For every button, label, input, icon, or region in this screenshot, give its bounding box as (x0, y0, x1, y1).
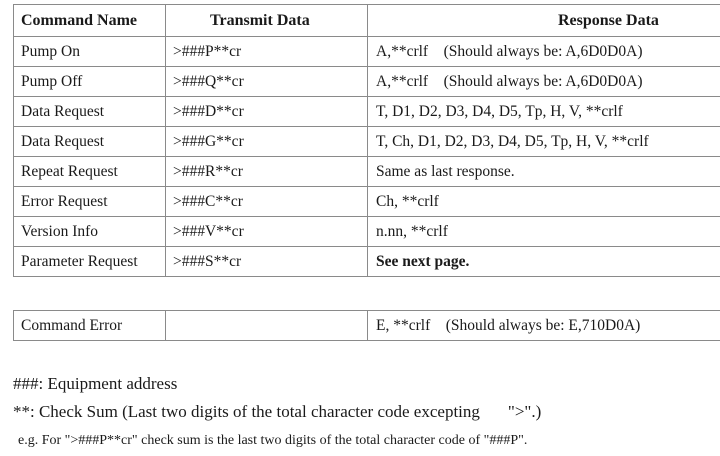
command-name-cell: Pump Off (14, 67, 166, 97)
response-data-cell: A,**crlf (Should always be: A,6D0D0A) (368, 67, 720, 97)
header-transmit-data: Transmit Data (166, 5, 368, 37)
check-sum-note-tail: ">".) (507, 402, 542, 421)
transmit-data-cell: >###S**cr (166, 247, 368, 277)
response-data-cell: Ch, **crlf (368, 187, 720, 217)
command-name-cell: Data Request (14, 97, 166, 127)
table-row (14, 157, 720, 187)
response-data-cell: n.nn, **crlf (368, 217, 720, 247)
command-name-cell: Repeat Request (14, 157, 166, 187)
command-name-cell: Parameter Request (14, 247, 166, 277)
command-name-cell: Pump On (14, 37, 166, 67)
transmit-data-cell: >###R**cr (166, 157, 368, 187)
transmit-data-cell: >###C**cr (166, 187, 368, 217)
header-response-data: Response Data (368, 5, 720, 37)
check-sum-note-text: **: Check Sum (Last two digits of the total character code excepting (13, 402, 480, 421)
transmit-data-cell (166, 311, 368, 341)
command-table (13, 4, 720, 277)
table-row (14, 217, 720, 247)
check-sum-example-note: e.g. For ">###P**cr" check sum is the last two digits of the total character code of "###P". (18, 433, 528, 448)
response-data-cell: Same as last response. (368, 157, 720, 187)
table-row (14, 97, 720, 127)
command-name-cell: Data Request (14, 127, 166, 157)
transmit-data-cell: >###D**cr (166, 97, 368, 127)
transmit-data-cell: >###G**cr (166, 127, 368, 157)
response-data-cell: T, Ch, D1, D2, D3, D4, D5, Tp, H, V, **crlf (368, 127, 720, 157)
transmit-data-cell: >###P**cr (166, 37, 368, 67)
response-data-cell: See next page. (368, 247, 720, 277)
table-row (14, 37, 720, 67)
check-sum-note (13, 403, 541, 420)
header-command-name: Command Name (14, 5, 166, 37)
response-data-cell: E, **crlf (Should always be: E,710D0A) (368, 311, 720, 341)
table-row (14, 127, 720, 157)
table-row (14, 247, 720, 277)
command-name-cell: Command Error (14, 311, 166, 341)
response-data-cell: A,**crlf (Should always be: A,6D0D0A) (368, 37, 720, 67)
table-header-row (14, 5, 720, 37)
table-row (14, 311, 720, 341)
command-name-cell: Version Info (14, 217, 166, 247)
command-error-table (13, 310, 720, 341)
equipment-address-note: ###: Equipment address (13, 374, 178, 393)
response-data-cell: T, D1, D2, D3, D4, D5, Tp, H, V, **crlf (368, 97, 720, 127)
table-row (14, 187, 720, 217)
transmit-data-cell: >###V**cr (166, 217, 368, 247)
table-row (14, 67, 720, 97)
command-name-cell: Error Request (14, 187, 166, 217)
transmit-data-cell: >###Q**cr (166, 67, 368, 97)
